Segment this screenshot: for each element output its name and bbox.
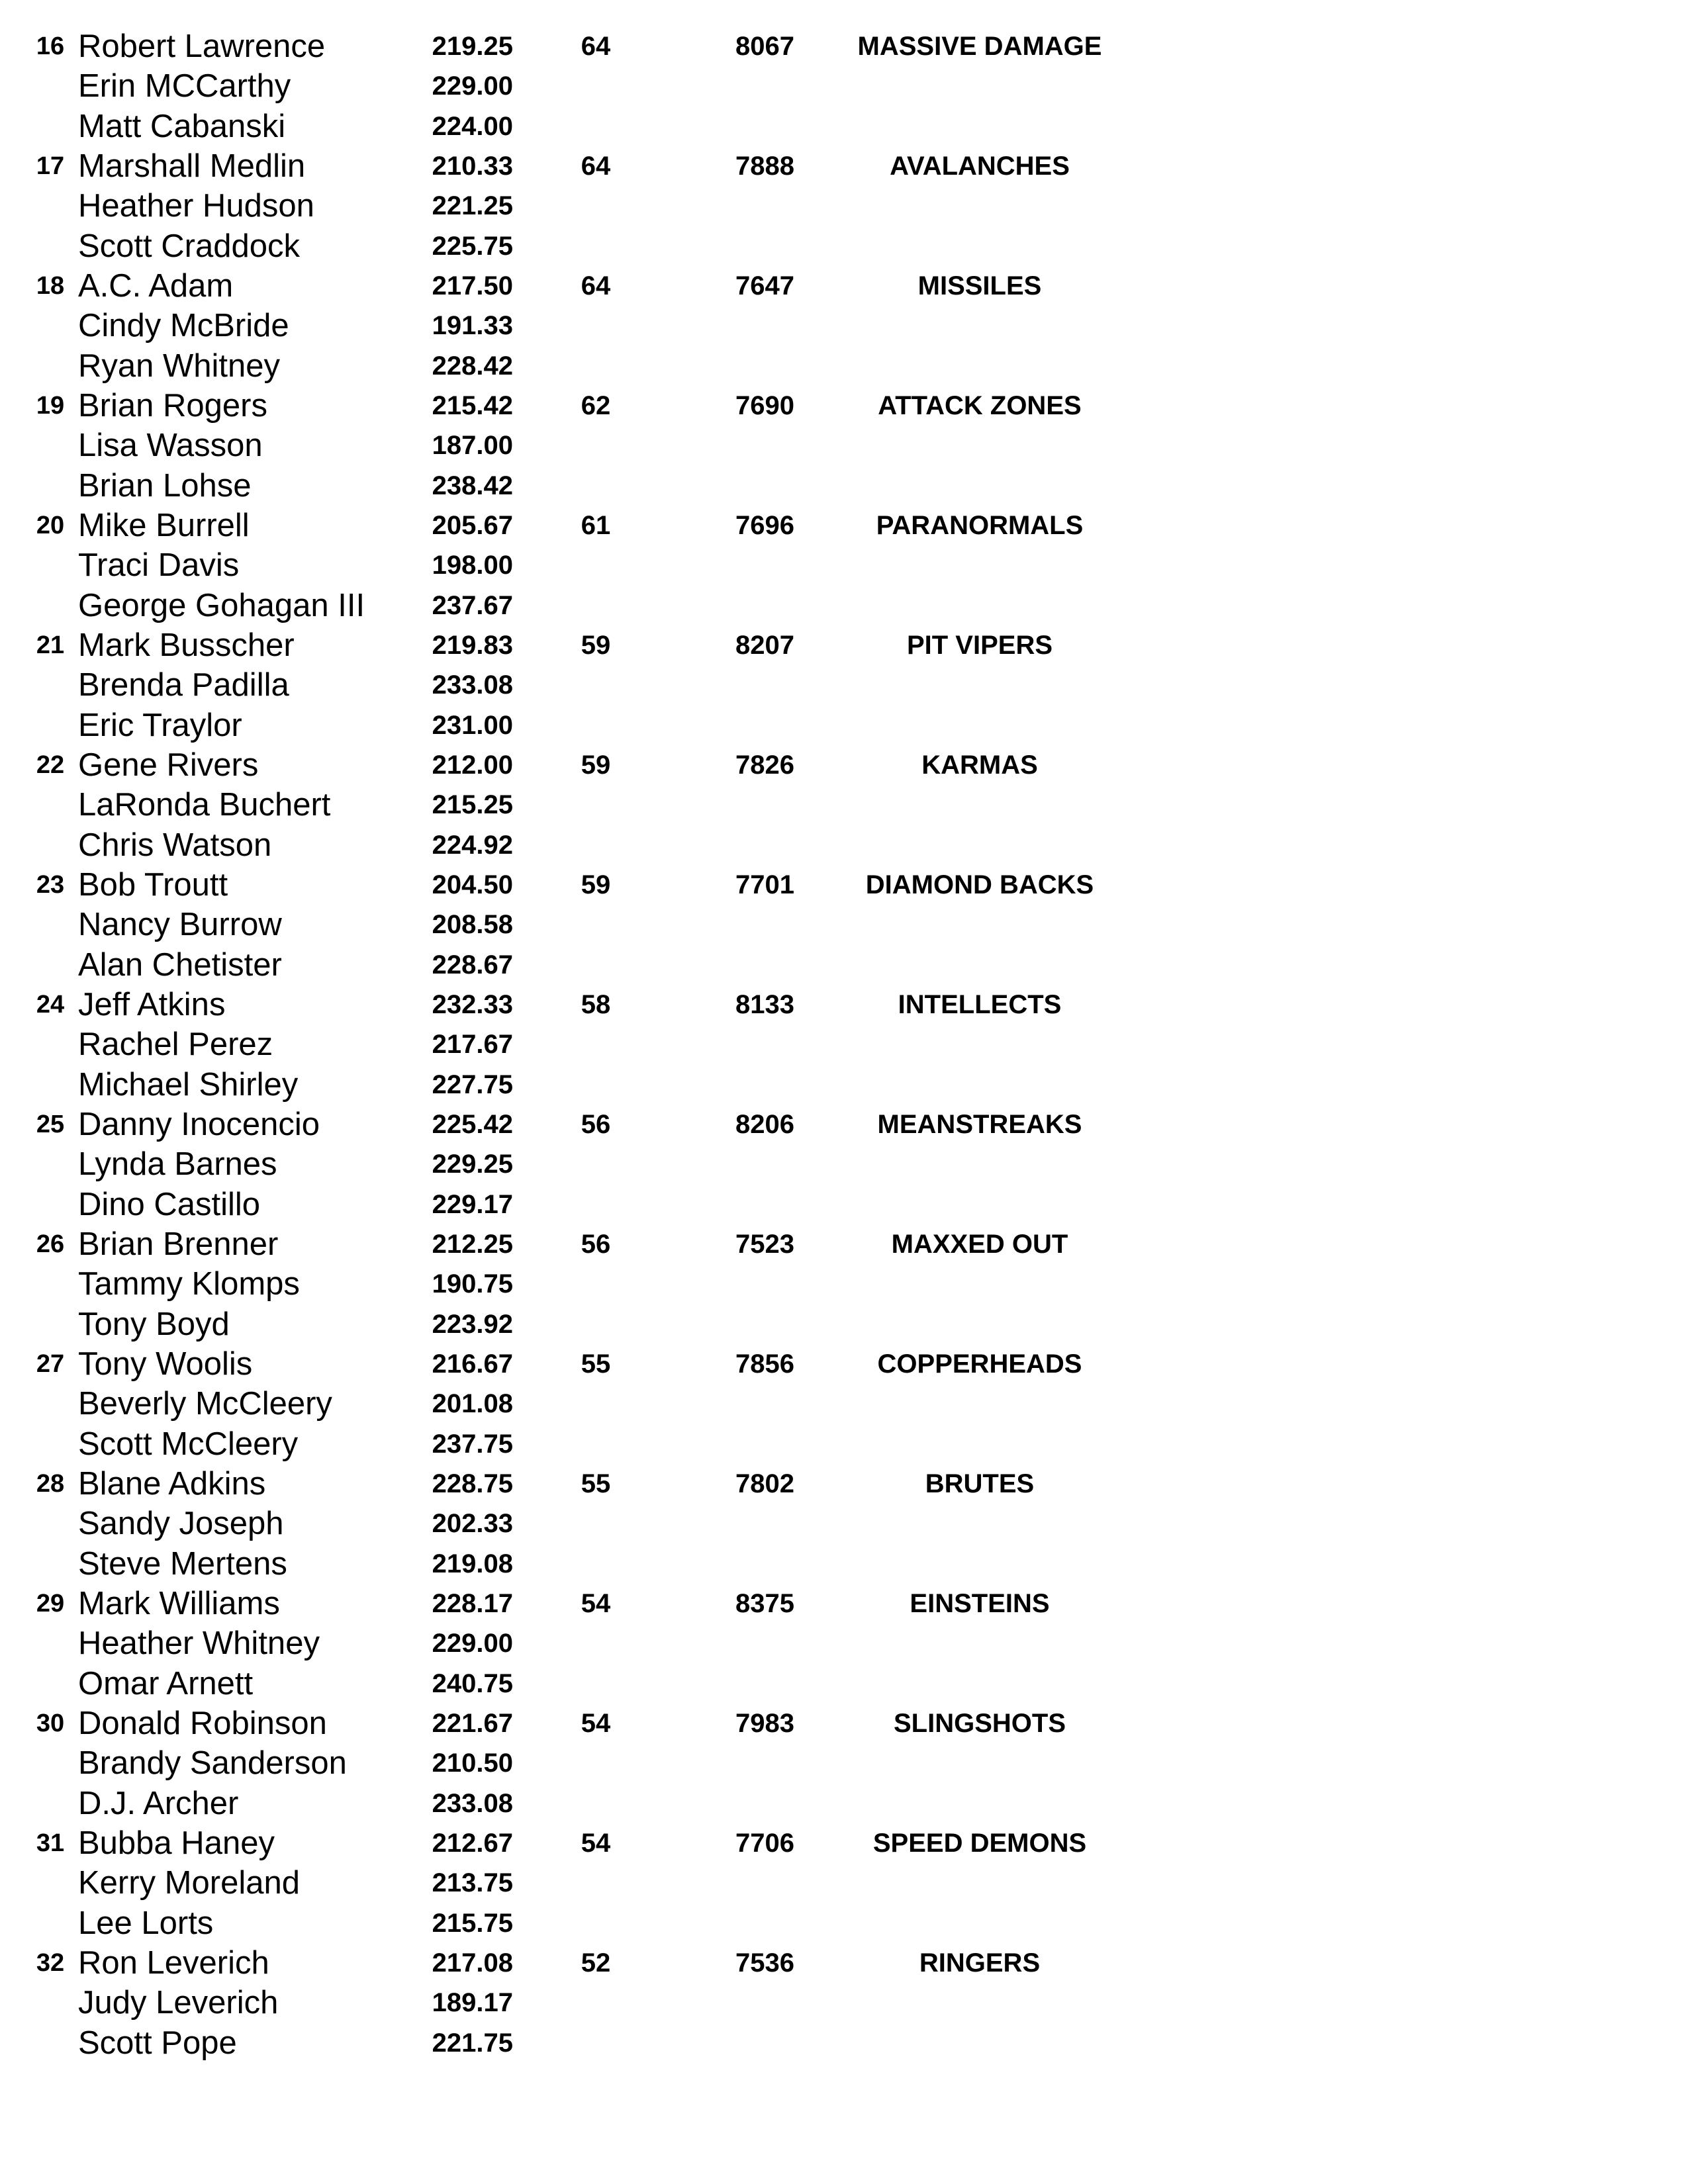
team-name: MASSIVE DAMAGE [857,32,1102,61]
bowler-average: 204.50 [432,870,513,899]
team-points: 56 [581,1110,611,1139]
team-pins: 8133 [735,990,794,1019]
team-name: INTELLECTS [898,990,1062,1019]
bowler-row [0,785,1688,825]
team-pins: 7696 [735,511,794,540]
bowler-name: Scott Craddock [78,228,300,264]
bowler-average: 227.75 [432,1069,513,1099]
bowler-row [0,1943,1688,1983]
team-pins: 7701 [735,870,794,899]
team-block [0,146,1688,266]
team-points: 54 [581,1829,611,1858]
bowler-average: 232.33 [432,990,513,1019]
team-block [0,1464,1688,1584]
bowler-name: Erin MCCarthy [78,68,291,105]
bowler-average: 228.42 [432,351,513,381]
bowler-row [0,586,1688,625]
bowler-average: 216.67 [432,1349,513,1379]
team-points: 59 [581,751,611,780]
bowler-average: 221.67 [432,1709,513,1738]
bowler-row [0,1544,1688,1584]
team-rank: 20 [36,512,65,539]
bowler-name: Danny Inocencio [78,1107,320,1142]
bowler-average: 217.67 [432,1030,513,1060]
bowler-row [0,825,1688,865]
team-pins: 8375 [735,1589,794,1618]
team-name: PIT VIPERS [906,631,1053,660]
bowler-average: 213.75 [432,1868,513,1898]
team-points: 64 [581,152,611,181]
bowler-row [0,26,1688,66]
bowler-name: Tony Boyd [78,1306,230,1342]
bowler-name: Lisa Wasson [78,428,263,464]
team-points: 54 [581,1589,611,1618]
bowler-name: Cindy McBride [78,308,289,344]
team-name: MEANSTREAKS [877,1110,1082,1139]
bowler-average: 201.08 [432,1389,513,1419]
bowler-row [0,1105,1688,1144]
bowler-name: Marshall Medlin [78,148,306,184]
bowler-name: Scott McCleery [78,1426,299,1462]
team-rank: 19 [36,392,65,420]
bowler-name: Ryan Whitney [78,347,281,384]
bowler-average: 233.08 [432,670,513,700]
bowler-row [0,1743,1688,1783]
bowler-row [0,1264,1688,1304]
team-name: PARANORMALS [876,511,1084,540]
bowler-row [0,945,1688,985]
bowler-name: Scott Pope [78,2025,237,2061]
bowler-name: Alan Chetister [78,946,282,983]
team-rank: 28 [36,1470,65,1498]
bowler-average: 205.67 [432,511,513,540]
bowler-name: Traci Davis [78,547,240,584]
bowler-name: Jeff Atkins [78,987,226,1023]
bowler-row [0,1304,1688,1344]
bowler-average: 208.58 [432,910,513,940]
bowler-name: Brenda Padilla [78,667,289,704]
bowler-row [0,1504,1688,1543]
bowler-row [0,146,1688,186]
team-rank: 18 [36,272,65,300]
bowler-name: Mike Burrell [78,508,250,543]
team-points: 55 [581,1349,611,1379]
team-points: 61 [581,511,611,540]
bowler-average: 237.75 [432,1429,513,1459]
bowler-name: Rachel Perez [78,1026,273,1063]
bowler-name: Kerry Moreland [78,1865,300,1901]
bowler-name: Heather Hudson [78,188,314,224]
bowler-name: Omar Arnett [78,1665,254,1702]
team-points: 59 [581,870,611,899]
bowler-row [0,1344,1688,1384]
team-rank: 21 [36,631,65,659]
team-pins: 7523 [735,1230,794,1259]
bowler-average: 237.67 [432,590,513,620]
bowler-average: 221.75 [432,2028,513,2058]
team-points: 58 [581,990,611,1019]
bowler-name: Ron Leverich [78,1945,269,1981]
bowler-average: 215.42 [432,391,513,420]
bowler-row [0,1983,1688,2023]
bowler-row [0,466,1688,506]
bowler-average: 231.00 [432,710,513,740]
bowler-average: 238.42 [432,471,513,500]
bowler-average: 217.50 [432,271,513,300]
bowler-name: Steve Mertens [78,1545,287,1582]
team-block [0,985,1688,1105]
bowler-row [0,226,1688,266]
team-block [0,1105,1688,1224]
team-points: 52 [581,1948,611,1978]
team-name: RINGERS [919,1948,1041,1978]
team-block [0,1943,1688,2063]
bowler-average: 212.25 [432,1230,513,1259]
bowler-row [0,865,1688,905]
bowler-name: Matt Cabanski [78,108,286,144]
bowler-average: 212.00 [432,751,513,780]
team-rank: 24 [36,991,65,1019]
bowler-name: Bubba Haney [78,1825,275,1861]
bowler-name: George Gohagan III [78,587,365,623]
team-name: AVALANCHES [890,152,1070,181]
bowler-name: Eric Traylor [78,707,242,743]
bowler-average: 219.83 [432,631,513,660]
bowler-row [0,1424,1688,1464]
bowler-row [0,1384,1688,1424]
bowler-average: 221.25 [432,191,513,221]
team-pins: 7826 [735,751,794,780]
bowler-name: LaRonda Buchert [78,787,331,823]
bowler-average: 223.92 [432,1309,513,1339]
team-rank: 23 [36,871,65,899]
bowler-row [0,1623,1688,1663]
team-rank: 31 [36,1829,65,1857]
team-pins: 7536 [735,1948,794,1978]
team-pins: 8067 [735,32,794,61]
team-pins: 7983 [735,1709,794,1738]
bowler-row [0,266,1688,306]
bowler-average: 233.08 [432,1788,513,1818]
bowler-name: Tony Woolis [78,1346,253,1382]
bowler-name: Tammy Klomps [78,1266,300,1302]
bowler-name: Nancy Burrow [78,907,282,943]
team-rank: 22 [36,751,65,779]
bowler-average: 229.25 [432,1150,513,1179]
bowler-row [0,1144,1688,1184]
team-block [0,506,1688,625]
team-points: 54 [581,1709,611,1738]
bowler-name: Mark Williams [78,1586,280,1621]
bowler-average: 219.08 [432,1549,513,1578]
bowler-row [0,705,1688,745]
team-block [0,1344,1688,1464]
bowler-average: 240.75 [432,1668,513,1698]
team-pins: 7690 [735,391,794,420]
bowler-name: Michael Shirley [78,1066,299,1103]
bowler-name: Blane Adkins [78,1466,266,1502]
bowler-name: Brian Lohse [78,467,252,504]
team-pins: 7856 [735,1349,794,1379]
team-rank: 25 [36,1111,65,1138]
bowler-row [0,506,1688,545]
team-name: SPEED DEMONS [872,1829,1087,1858]
bowler-average: 219.25 [432,32,513,61]
bowler-row [0,625,1688,665]
bowler-average: 215.25 [432,790,513,820]
team-pins: 7647 [735,271,794,300]
bowler-name: Gene Rivers [78,747,259,783]
bowler-average: 228.17 [432,1589,513,1618]
bowler-name: Brandy Sanderson [78,1745,347,1782]
team-block [0,1704,1688,1823]
bowler-name: Judy Leverich [78,1985,279,2021]
team-rank: 30 [36,1709,65,1737]
team-name: DIAMOND BACKS [865,870,1094,899]
bowler-name: Donald Robinson [78,1706,327,1741]
bowler-average: 187.00 [432,431,513,461]
team-rank: 17 [36,152,65,180]
bowler-row [0,1464,1688,1504]
team-pins: 7802 [735,1469,794,1498]
bowler-row [0,107,1688,146]
bowler-row [0,1024,1688,1064]
team-name: COPPERHEADS [877,1349,1082,1379]
bowler-average: 228.67 [432,950,513,979]
team-points: 64 [581,271,611,300]
team-name: KARMAS [921,751,1038,780]
bowler-name: Dino Castillo [78,1186,261,1222]
bowler-name: Bob Troutt [78,867,228,903]
bowler-average: 229.17 [432,1189,513,1219]
bowler-name: Brian Brenner [78,1226,279,1262]
bowler-row [0,985,1688,1024]
bowler-average: 224.92 [432,830,513,860]
bowler-name: D.J. Archer [78,1785,239,1821]
team-points: 56 [581,1230,611,1259]
team-pins: 7888 [735,152,794,181]
bowler-average: 191.33 [432,311,513,341]
team-name: ATTACK ZONES [878,391,1082,420]
team-block [0,865,1688,985]
bowler-name: Lee Lorts [78,1905,214,1941]
team-pins: 8206 [735,1110,794,1139]
team-rank: 27 [36,1350,65,1378]
team-block [0,386,1688,506]
bowler-name: Mark Busscher [78,627,295,663]
team-rank: 26 [36,1230,65,1258]
team-block [0,266,1688,386]
bowler-row [0,1584,1688,1623]
bowler-name: Chris Watson [78,827,272,863]
team-points: 62 [581,391,611,420]
bowler-name: Brian Rogers [78,388,267,424]
bowler-row [0,346,1688,386]
bowler-row [0,545,1688,585]
team-name: EINSTEINS [910,1589,1050,1618]
bowler-average: 229.00 [432,1629,513,1659]
bowler-row [0,1704,1688,1743]
standings-table [0,26,1688,2063]
bowler-name: Robert Lawrence [78,28,326,64]
bowler-row [0,1065,1688,1105]
bowler-name: Lynda Barnes [78,1146,277,1183]
bowler-row [0,1185,1688,1224]
bowler-average: 217.08 [432,1948,513,1978]
team-block [0,26,1688,146]
team-pins: 7706 [735,1829,794,1858]
bowler-name: Sandy Joseph [78,1506,284,1542]
bowler-average: 210.33 [432,152,513,181]
bowler-row [0,66,1688,106]
team-name: SLINGSHOTS [893,1709,1066,1738]
bowler-row [0,186,1688,226]
bowler-row [0,1823,1688,1863]
bowler-row [0,1863,1688,1903]
bowler-average: 212.67 [432,1829,513,1858]
bowler-average: 215.75 [432,1908,513,1938]
bowler-name: Beverly McCleery [78,1386,332,1422]
team-block [0,1823,1688,1943]
team-block [0,1584,1688,1704]
bowler-row [0,1903,1688,1943]
bowler-row [0,306,1688,345]
bowler-row [0,386,1688,426]
team-points: 55 [581,1469,611,1498]
team-block [0,625,1688,745]
bowler-average: 190.75 [432,1269,513,1299]
bowler-name: Heather Whitney [78,1625,320,1662]
team-block [0,1224,1688,1344]
bowler-row [0,1664,1688,1704]
bowler-average: 202.33 [432,1509,513,1539]
bowler-row [0,2023,1688,2063]
team-rank: 16 [36,32,65,60]
bowler-row [0,745,1688,785]
bowler-average: 225.75 [432,231,513,261]
bowler-average: 224.00 [432,111,513,141]
team-block [0,745,1688,865]
team-points: 64 [581,32,611,61]
bowler-average: 228.75 [432,1469,513,1498]
bowler-row [0,426,1688,465]
bowler-row [0,905,1688,944]
bowler-name: A.C. Adam [78,268,234,304]
bowler-row [0,1784,1688,1823]
bowler-average: 198.00 [432,551,513,580]
bowler-average: 225.42 [432,1110,513,1139]
team-rank: 29 [36,1590,65,1617]
team-pins: 8207 [735,631,794,660]
team-name: BRUTES [925,1469,1035,1498]
bowler-average: 189.17 [432,1988,513,2018]
team-points: 59 [581,631,611,660]
bowler-row [0,1224,1688,1264]
team-rank: 32 [36,1949,65,1977]
bowler-average: 229.00 [432,71,513,101]
team-name: MISSILES [917,271,1042,300]
team-name: MAXXED OUT [891,1230,1068,1259]
bowler-average: 210.50 [432,1749,513,1778]
bowler-row [0,665,1688,705]
